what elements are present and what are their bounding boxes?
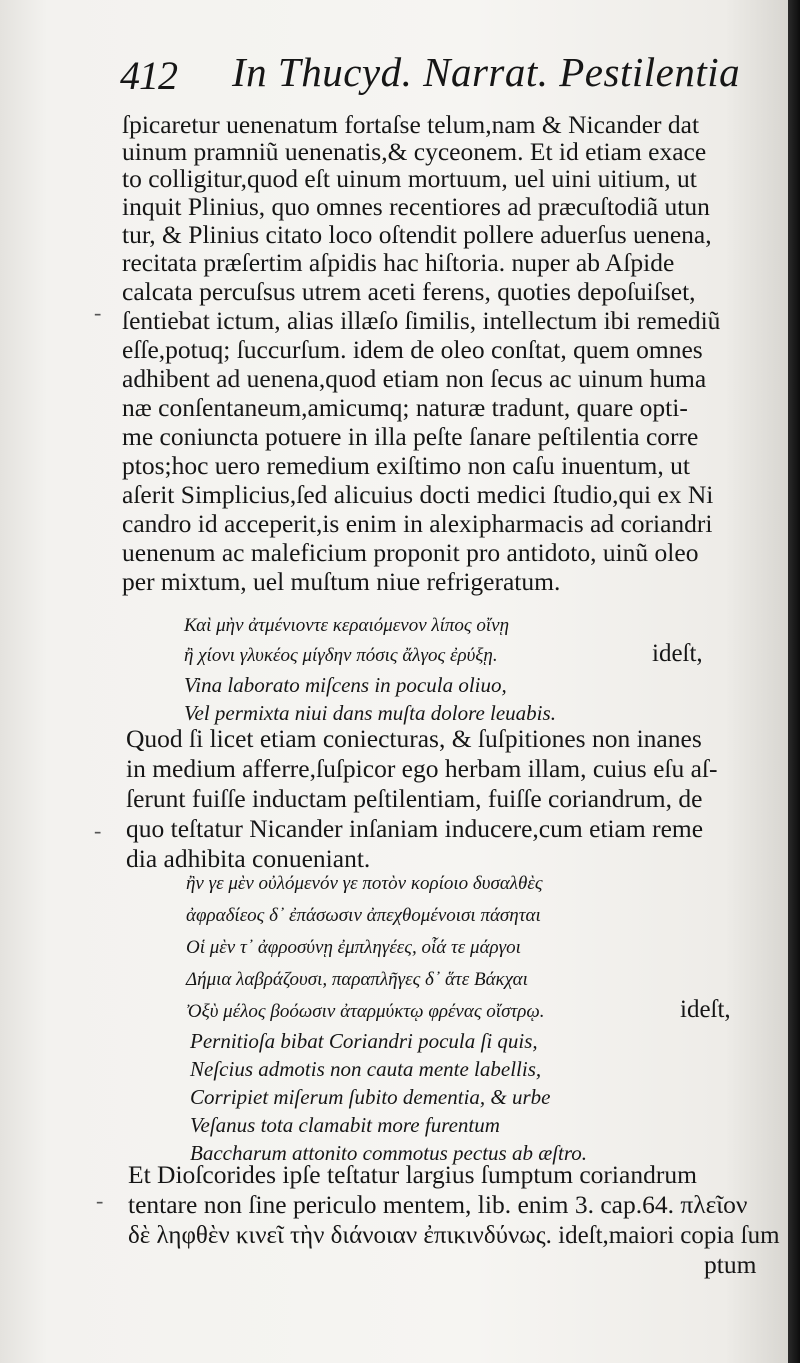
latin-verse-line: Neſcius admotis non cauta mente labellis, [190, 1057, 542, 1081]
greek-verse-line: ἢν γε μὲν οὐλόμενόν γε ποτὸν κορίοιο δυσαλθὲς [186, 873, 543, 894]
text-line: candro id acceperit,is enim in alexipharmacis ad coriandri [122, 509, 713, 538]
text-line: recitata præſertim aſpidis hac hiſtoria. nuper ab Aſpide [122, 248, 675, 277]
text-line: δὲ ληφθὲν κινεῖ τὴν διάνοιαν ἐπικινδύνως. ideſt,maiori copia ſum [128, 1220, 780, 1249]
text-line: uinum pramniũ uenenatis,& cyceonem. Et id etiam exace [122, 137, 707, 166]
text-line: næ conſentaneum,amicumq; naturæ tradunt, quare opti- [122, 393, 688, 422]
text-line: tentare non ſine periculo mentem, lib. enim 3. cap.64. πλεῖον [128, 1190, 748, 1219]
idest-marker: ideſt, [652, 640, 703, 667]
latin-verse-line: Baccharum attonito commotus pectus ab æſtro. [190, 1141, 588, 1165]
text-line: tur, & Plinius citato loco oſtendit pollere aduerſus uenena, [122, 220, 712, 249]
text-line: eſſe,potuq; ſuccurſum. idem de oleo conſtat, quem omnes [122, 335, 703, 364]
greek-verse-line: Δήμια λαβράζουσι, παραπλῆγες δ᾽ ἅτε Βάκχαι [186, 969, 528, 990]
latin-verse-line: Corripiet miſerum ſubito dementia, & urbe [190, 1085, 551, 1109]
margin-mark: - [94, 300, 102, 325]
text-line: ſentiebat ictum, alias illæſo ſimilis, intellectum ibi remediũ [122, 306, 721, 335]
text-line: in medium afferre,ſuſpicor ego herbam illam, cuius eſu aſ- [126, 754, 718, 783]
text-line: ptum [704, 1250, 757, 1279]
running-head: In Thucyd. Narrat. Pestilentia [232, 49, 741, 95]
text-line: ſerunt fuiſſe inductam peſtilentiam, fuiſſe coriandrum, de [126, 784, 703, 813]
text-line: to colligitur,quod eſt uinum mortuum, uel uini uitium, ut [122, 164, 697, 193]
margin-mark: - [96, 1188, 104, 1213]
greek-verse-line: Καὶ μὴν ἀτμένιοντε κεραιόμενον λίπος οἴνῃ [184, 615, 509, 636]
text-line: dia adhibita conueniant. [126, 844, 371, 873]
idest-marker: ideſt, [680, 996, 731, 1023]
text-line: per mixtum, uel muſtum niue refrigeratum. [122, 567, 561, 596]
margin-mark: - [94, 818, 102, 843]
page-edge-shadow [788, 0, 800, 1363]
greek-verse-line: ἢ χίονι γλυκέος μίγδην πόσις ἄλγος ἐρύξῃ. [184, 645, 498, 666]
text-line: calcata percuſsus utrem aceti ferens, quoties depoſuiſset, [122, 277, 696, 306]
text-line: quo teſtatur Nicander inſaniam inducere,cum etiam reme [126, 814, 704, 843]
text-line: me coniuncta potuere in illa peſte ſanare peſtilentia corre [122, 422, 699, 451]
text-line: Quod ſi licet etiam coniecturas, & ſuſpitiones non inanes [126, 724, 702, 753]
greek-verse-line: Οἱ μὲν τ᾽ ἀφροσύνῃ ἐμπληγέες, οἷά τε μάργοι [186, 937, 521, 958]
text-line: aſerit Simplicius,ſed alicuius docti medici ſtudio,qui ex Ni [122, 480, 714, 509]
latin-verse-line: Veſanus tota clamabit more furentum [190, 1113, 500, 1137]
text-line: adhibent ad uenena,quod etiam non ſecus ac uinum huma [122, 364, 707, 393]
latin-verse-line: Vina laborato miſcens in pocula oliuo, [184, 673, 507, 697]
text-line: Et Dioſcorides ipſe teſtatur largius ſumptum coriandrum [128, 1160, 697, 1189]
greek-verse-line: Ὀξὺ μέλος βοόωσιν ἀταρμύκτῳ φρένας οἴστρῳ. [186, 1001, 545, 1022]
text-line: ptos;hoc uero remedium exiſtimo non caſu inuentum, ut [122, 451, 690, 480]
latin-verse-line: Pernitioſa bibat Coriandri pocula ſi quis, [190, 1029, 538, 1053]
text-line: ſpicaretur uenenatum fortaſse telum,nam & Nicander dat [122, 110, 700, 139]
greek-verse-line: ἀφραδίεος δ᾽ ἐπάσωσιν ἀπεχθομένοισι πάσηται [186, 905, 541, 926]
text-line: inquit Plinius, quo omnes recentiores ad præcuſtodiã utun [122, 192, 710, 221]
text-line: uenenum ac maleficium proponit pro antidoto, uinũ oleo [122, 538, 699, 567]
page-number: 412 [120, 53, 177, 98]
latin-verse-line: Vel permixta niui dans muſta dolore leuabis. [184, 701, 556, 725]
